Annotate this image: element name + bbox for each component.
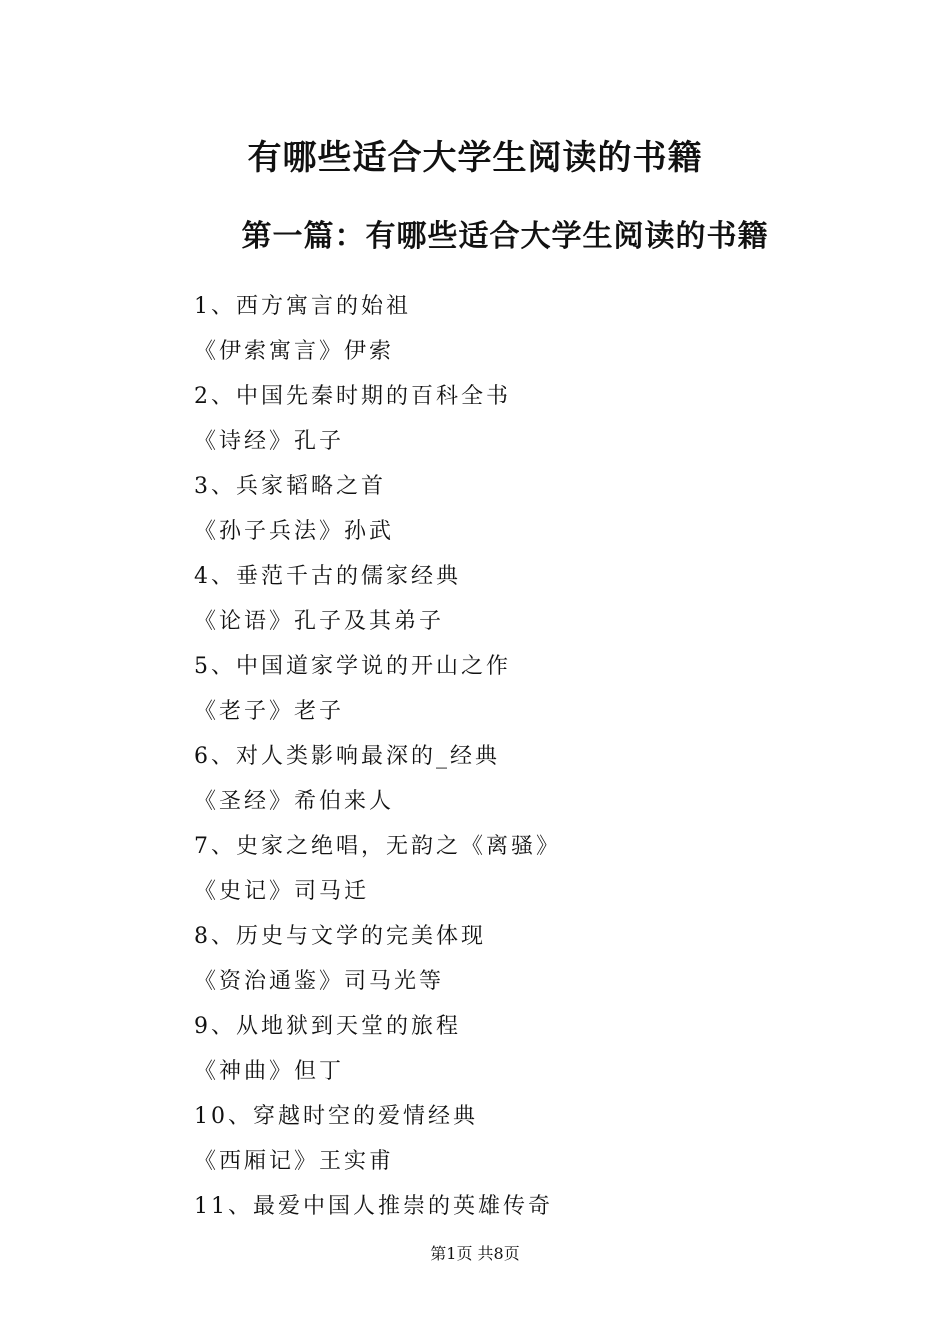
list-item: 《神曲》但丁 [194, 1059, 345, 1084]
list-item: 10、穿越时空的爱情经典 [194, 1104, 478, 1129]
list-item: 《史记》司马迁 [194, 879, 370, 904]
list-item: 《孙子兵法》孙武 [194, 519, 395, 544]
list-item: 《资治通鉴》司马光等 [194, 969, 445, 994]
list-item: 《伊索寓言》伊索 [194, 339, 395, 364]
list-item: 《诗经》孔子 [194, 429, 345, 454]
list-item: 9、从地狱到天堂的旅程 [194, 1014, 461, 1039]
book-list [194, 284, 894, 1229]
document-title: 有哪些适合大学生阅读的书籍 [247, 138, 703, 178]
list-item: 6、对人类影响最深的_经典 [194, 744, 500, 769]
list-item: 7、史家之绝唱，无韵之《离骚》 [194, 834, 561, 859]
list-item: 《西厢记》王实甫 [194, 1149, 395, 1174]
list-item: 4、垂范千古的儒家经典 [194, 564, 461, 589]
list-item: 《论语》孔子及其弟子 [194, 609, 445, 634]
page-footer: 第1页 共8页 [430, 1244, 520, 1263]
list-item: 3、兵家韬略之首 [194, 474, 386, 499]
list-item: 5、中国道家学说的开山之作 [194, 654, 511, 679]
list-item: 8、历史与文学的完美体现 [194, 924, 486, 949]
list-item: 2、中国先秦时期的百科全书 [194, 384, 511, 409]
list-item: 《老子》老子 [194, 699, 345, 724]
list-item: 11、最爱中国人推崇的英雄传奇 [194, 1194, 553, 1219]
list-item: 1、西方寓言的始祖 [194, 294, 411, 319]
list-item: 《圣经》希伯来人 [194, 789, 395, 814]
section-heading: 第一篇：有哪些适合大学生阅读的书籍 [241, 219, 769, 254]
